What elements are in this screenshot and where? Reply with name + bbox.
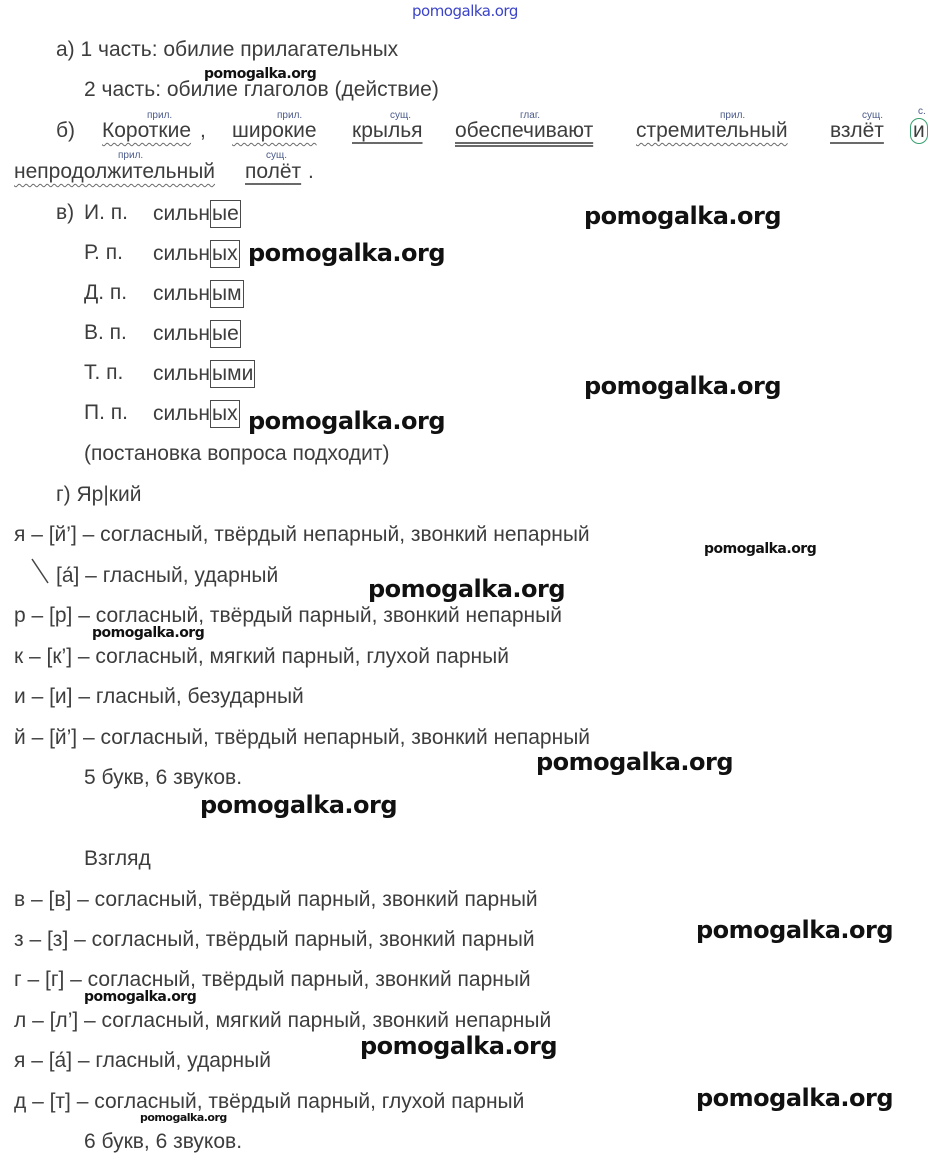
stem: сильн bbox=[153, 402, 211, 425]
watermark: pomogalka.org bbox=[696, 916, 894, 944]
tag: сущ. bbox=[266, 150, 288, 161]
watermark: pomogalka.org bbox=[200, 791, 398, 819]
stem: сильн bbox=[153, 322, 211, 345]
word-noun: взлёт bbox=[830, 119, 884, 142]
phonetic-row: д – [т] – согласный, твёрдый парный, глухой парный bbox=[14, 1090, 525, 1113]
tag: с. bbox=[918, 106, 926, 117]
watermark: pomogalka.org bbox=[84, 989, 197, 1005]
tag: прил. bbox=[720, 110, 746, 121]
tag: сущ. bbox=[862, 110, 884, 121]
declension-word bbox=[153, 320, 241, 348]
word-adj: стремительный bbox=[636, 119, 788, 142]
watermark: pomogalka.org bbox=[204, 66, 317, 82]
declension-word bbox=[153, 360, 255, 388]
tag: сущ. bbox=[390, 110, 412, 121]
watermark: pomogalka.org bbox=[248, 407, 446, 435]
phonetic-row: р – [р] – согласный, твёрдый парный, звонкий непарный bbox=[14, 604, 562, 627]
word-adj: Короткие bbox=[102, 119, 192, 142]
part-a-line1: а) 1 часть: обилие прилагательных bbox=[56, 38, 399, 61]
declension-word bbox=[153, 400, 240, 428]
vzglyad-title: Взгляд bbox=[84, 847, 151, 870]
phonetic-row: я – [а́] – гласный, ударный bbox=[14, 1049, 271, 1072]
declension-word bbox=[153, 240, 240, 268]
case-label: И. п. bbox=[84, 201, 128, 224]
conjunction-circled: и bbox=[910, 118, 928, 144]
case-label: П. п. bbox=[84, 401, 128, 424]
stem: сильн bbox=[153, 362, 211, 385]
ending-box: ыми bbox=[210, 360, 255, 388]
phonetic-row: з – [з] – согласный, твёрдый парный, звонкий парный bbox=[14, 928, 535, 951]
vzglyad-summary: 6 букв, 6 звуков. bbox=[84, 1130, 243, 1153]
word-verb: обеспечивают bbox=[455, 119, 594, 142]
phonetic-row: к – [к’] – согласный, мягкий парный, глухой парный bbox=[14, 645, 509, 668]
case-label: Д. п. bbox=[84, 281, 128, 304]
stem: сильн bbox=[153, 282, 211, 305]
watermark: pomogalka.org bbox=[584, 202, 782, 230]
phonetic-row: й – [й’] – согласный, твёрдый непарный, звонкий непарный bbox=[14, 726, 591, 749]
declension-word bbox=[153, 280, 244, 308]
watermark: pomogalka.org bbox=[248, 239, 446, 267]
period: . bbox=[308, 160, 314, 183]
part-b-label: б) bbox=[56, 119, 76, 142]
watermark: pomogalka.org bbox=[368, 575, 566, 603]
part-v-label: в) bbox=[56, 201, 75, 224]
ending-box: ых bbox=[210, 240, 240, 268]
comma: , bbox=[200, 119, 206, 142]
case-label: Т. п. bbox=[84, 361, 124, 384]
word-adj: непродолжительный bbox=[14, 160, 216, 183]
ending-box: ые bbox=[210, 320, 241, 348]
word-noun: крылья bbox=[352, 119, 423, 142]
word-noun: полёт bbox=[245, 160, 302, 183]
stem: сильн bbox=[153, 202, 211, 225]
branch-line bbox=[30, 557, 52, 587]
part-g-label: г) Яр|кий bbox=[56, 483, 142, 506]
phonetic-row: [а́] – гласный, ударный bbox=[56, 564, 279, 587]
phonetic-row: л – [л’] – согласный, мягкий парный, звонкий непарный bbox=[14, 1009, 552, 1032]
case-label: В. п. bbox=[84, 321, 127, 344]
tag: прил. bbox=[118, 150, 144, 161]
watermark: pomogalka.org bbox=[140, 1111, 227, 1124]
declension-word bbox=[153, 200, 241, 228]
ending-box: ых bbox=[210, 400, 240, 428]
phonetic-row: и – [и] – гласный, безударный bbox=[14, 685, 304, 708]
watermark: pomogalka.org bbox=[92, 625, 205, 641]
part-v-note: (постановка вопроса подходит) bbox=[84, 442, 390, 465]
watermark: pomogalka.org bbox=[536, 748, 734, 776]
tag: прил. bbox=[147, 110, 173, 121]
watermark: pomogalka.org bbox=[584, 372, 782, 400]
watermark-top: pomogalka.org bbox=[412, 2, 518, 20]
case-label: Р. п. bbox=[84, 241, 123, 264]
ending-box: ым bbox=[210, 280, 244, 308]
part-a-line2: 2 часть: обилие глаголов (действие) bbox=[84, 78, 439, 101]
watermark: pomogalka.org bbox=[696, 1084, 894, 1112]
watermark: pomogalka.org bbox=[704, 541, 817, 557]
part-g-summary: 5 букв, 6 звуков. bbox=[84, 766, 243, 789]
phonetic-row: я – [й’] – согласный, твёрдый непарный, звонкий непарный bbox=[14, 523, 590, 546]
phonetic-row: г – [г] – согласный, твёрдый парный, звонкий парный bbox=[14, 968, 531, 991]
tag: прил. bbox=[277, 110, 303, 121]
tag: глаг. bbox=[520, 110, 541, 121]
phonetic-row: в – [в] – согласный, твёрдый парный, звонкий парный bbox=[14, 888, 538, 911]
watermark: pomogalka.org bbox=[360, 1032, 558, 1060]
stem: сильн bbox=[153, 242, 211, 265]
word-adj: широкие bbox=[232, 119, 317, 142]
ending-box: ые bbox=[210, 200, 241, 228]
